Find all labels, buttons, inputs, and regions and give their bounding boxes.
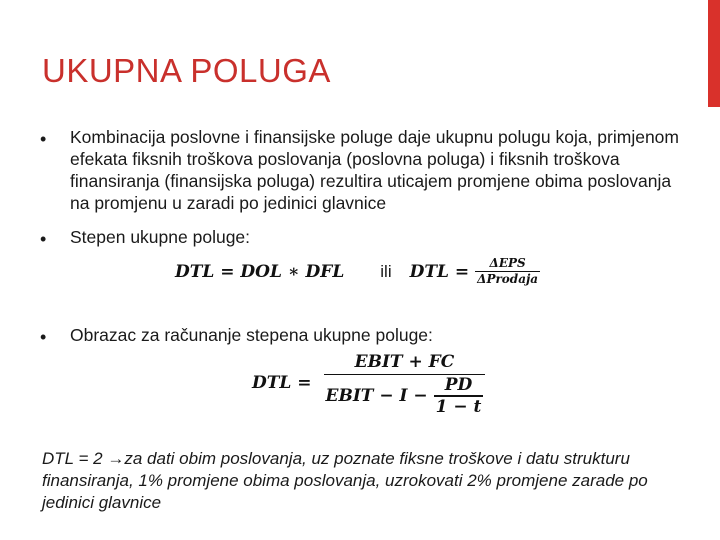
formula2-inner-numerator: PD [444,375,473,396]
accent-bar [708,0,720,107]
formula2-numerator: EBIT + FC [354,352,455,372]
bullet-text-degree: Stepen ukupne poluge: [70,227,251,247]
formula-dtl-extended [252,350,485,417]
bullet-text-formula: Obrazac za računanje stepena ukupne poluge: [70,325,433,345]
bullet-marker: • [40,129,47,149]
bullet-marker: • [40,229,47,249]
formula2-denominator-prefix: EBIT − I − [325,386,428,407]
bullet-marker: • [40,327,47,347]
formula-dtl-basic [175,256,540,287]
formula1-or: ili [380,261,392,281]
slide-title: UKUPNA POLUGA [42,52,331,89]
conclusion-text: DTL = 2 →za dati obim poslovanja, uz poznate fiksne troškove i datu strukturu finansiranja, 1% promjene obima poslovanja, uzrokovati 2% promjene zarade po jedinici glavnice [42,449,648,512]
formula1-lhs2: DTL = [409,261,470,282]
formula1-numerator: ΔEPS [489,256,526,270]
formula2-lhs: DTL = [252,373,312,394]
formula2-inner-fraction [434,375,484,416]
formula1-lhs: DTL = DOL ∗ DFL [175,261,345,282]
formula1-fraction [475,256,540,287]
formula2-denominator [324,375,486,416]
formula2-inner-denominator: 1 − t [435,396,482,417]
formula1-denominator: ΔProdaja [477,272,539,287]
formula2-fraction [324,350,486,417]
bullet-text-combination: Kombinacija poslovne i finansijske poluge daje ukupnu polugu koja, primjenom efekata fiksnih troškova poslovanja (poslovna poluga) i fiksnih troškova finansiranja (finansijska poluga) rezultira uticajem promjene obima poslovanja na promjenu u zaradi po jedinici glavnice [70,127,679,213]
